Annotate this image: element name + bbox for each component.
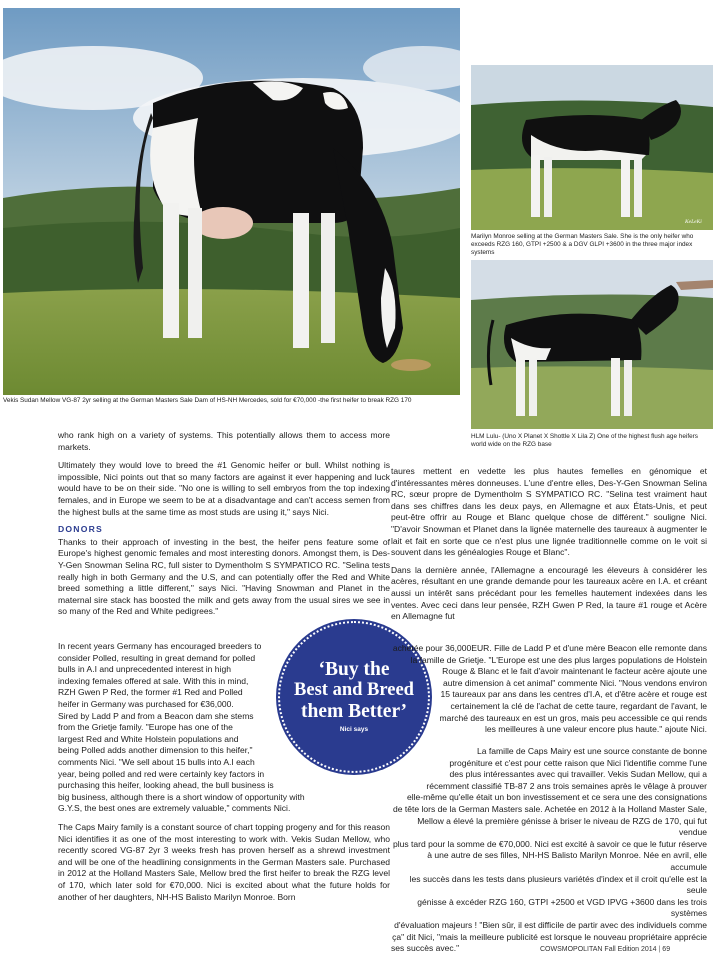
- line: largest Red and White Holstein populations and: [58, 733, 239, 744]
- line: à une autre de ses filles, NH-HS Balisto Marilyn Monroe. Née en avril, elle accumule: [427, 850, 707, 872]
- section-heading-donors: DONORS: [58, 524, 103, 535]
- line: de tête lors de la German Masters sale. Achetée en 2012 à la Holland Master Sale,: [392, 803, 707, 814]
- paragraph-donors: Thanks to their approach of investing in the best, the heifer pens feature some of Europe's highest genomic females and most interesting donors. Amongst them, is Des-Y-Gen Snowman Selina RC, full sister to Dymentholm S SYMPATICO RC. "Selina tests really high in both Germany and the U.S, and can potentially offer the Red and White breed something a little different," says Nici. "Having Snowman and Planet in the maternal sire stack has boosted the milk and gets away from the usual sires we see in so many of the Red and White pedigrees.": [58, 536, 390, 617]
- quote-line-1: ‘Buy the: [318, 659, 390, 680]
- line: achetée pour 36,000EUR. Fille de Ladd P et d'une mère Beacon elle remonte dans: [392, 643, 707, 653]
- line: d'évaluation majeurs ! "Bien sûr, il est difficile de partir avec des individuels comme: [394, 919, 707, 930]
- line: being Polled adds another dimension to this heifer,": [58, 745, 253, 756]
- line: génisse à excéder RZG 160, GTPI +2500 et VGD IPVG +3600 dans les trois systèmes: [417, 896, 707, 919]
- main-photo-caption: Vekis Sudan Mellow VG-87 2yr selling at the German Masters Sale Dam of HS-NH Mercedes, sold for €70,000 -the first heifer to break RZG 170: [3, 397, 412, 404]
- line: ça" dit Nici, "mais la meilleure publicité est lorsque le nouveau propriétaire apprécie: [392, 931, 707, 942]
- marilyn-monroe-caption: Marilyn Monroe selling at the German Masters Sale. She is the only heifer who exceeds RZG 160, GTPI +2500 & a DGV GLPI +3600 in the three major index systems: [471, 233, 694, 256]
- line: from the Grietje family. "Europe has one of the: [58, 722, 233, 733]
- line: La famille de Caps Mairy est une source constante de bonne: [477, 746, 707, 756]
- line: récemment classifié TB-87 2 ans trois semaines après le vêlage à prouver: [426, 780, 707, 791]
- line: Sired by Ladd P and from a Beacon dam she stems: [58, 710, 254, 721]
- paragraph-caps-mairy-text: The Caps Mairy family is a constant source of chart topping progeny and for this reason Nici identifies it as one of the most interesting to work with. Vekis Sudan Mellow, who recently scored VG-87 2yr 3 weeks fresh has proven herself as a shrewd investment and will be one of the headlining consignments in the German Masters sale. Purchased in 2012 at the Holland Masters Sale, Mellow bred the first heifer to break the RZG level of 170, which later sold for €70,000. Nici is excited about what the future holds for another of her daughters, NH-HS Balisto Marilyn Monroe. Born: [58, 822, 390, 902]
- article-right-column: [391, 466, 707, 623]
- line: progéniture et c'est pour cette raison que Nici l'identifie comme l'une: [449, 757, 707, 768]
- line: Rouge & Blanc et le fait d'avoir maintenant le facteur acère ajoute une: [442, 666, 707, 677]
- marilyn-monroe-photo: [471, 65, 713, 230]
- paragraph-fr-allemagne-wrap: [391, 643, 707, 736]
- line: consider Polled, resulting in great demand for polled: [58, 652, 256, 663]
- intro-paragraph: who rank high on a variety of systems. This potentially allows them to access more markets.: [58, 430, 390, 452]
- line: 15 taureaux par ans dans les centres d'I.A, et d'être acère et rouge est: [440, 689, 707, 700]
- magazine-edition: COWSMOPOLITAN Fall Edition 2014: [540, 946, 657, 953]
- line: la famille de Grietje. "L'Europe est une des plus larges populations de Holstein: [410, 654, 707, 665]
- article-left-column: [58, 430, 390, 624]
- line: year, being polled and red were certainly key factors in: [58, 768, 265, 779]
- footer-divider: |: [658, 946, 663, 953]
- paragraph-caps-mairy: [58, 822, 390, 909]
- main-cow-photo: [3, 8, 460, 395]
- line: elle-même qu'elle était un bon investissement et ce sera une des consignations: [407, 792, 707, 803]
- quote-attribution: Nici says: [339, 726, 369, 733]
- line: G.Y.S, the best ones are extremely valuable," comments Nici.: [58, 803, 291, 814]
- paragraph-fr-taures: taures mettent en vedette les plus hautes femelles en génomique et d'intéressantes mères donneuses. L'une d'entre elles, Des-Y-Gen Snowman Selina RC, sœur propre de Dymentholm S SYMPATICO RC. "Selina test vraiment haut dans ses chiffres dans les deux pays, en Allemagne et aux États-Unis, et peut peut-être offrir au Rouge et Blanc quelque chose de différent." souligne Nici. "D'avoir Snowman et Planet dans la lignée maternelle des taureaux à augmenter le lait et fait en sorte que ce n'est plus une lignée traditionnelle comme on le voit si souvent dans les généalogies Rouge et Blanc".: [391, 466, 707, 558]
- paragraph-fr-caps-mairy: [391, 746, 707, 955]
- page-footer: [540, 946, 715, 953]
- hlm-lulu-photo: [471, 260, 713, 429]
- line: marché des taureaux en est un gros, mais peu accessible ce qui rends: [439, 712, 707, 723]
- line: bulls in A.I and unprecedented interest in high: [58, 664, 231, 675]
- line: heifer in Germany was purchased for €36,000.: [58, 698, 234, 709]
- line: ses succès avec.": [391, 943, 460, 954]
- line: les succès dans les tests dans plusieurs variétés d'index et il croit qu'elle est la seule: [409, 873, 707, 896]
- hlm-lulu-caption: HLM Lulu- (Uno X Planet X Shottle X Lila Z) One of the highest flush age heifers world wide on the RZG base: [471, 433, 698, 448]
- line: Mellow a élevé la première génisse à briser le niveau de RZG de 170, qui fut vendue: [417, 815, 707, 838]
- line: purchasing this heifer, looking ahead, the bull business is: [58, 780, 274, 791]
- line: des plus intéressantes avec qui travailler. Vekis Sudan Mellow, qui a: [449, 769, 707, 780]
- line: comments Nici. "We sell about 15 bulls into A.I each: [58, 756, 255, 767]
- line: certainement la clé de l'achat de cette taure, regardant de l'avant, le: [450, 700, 707, 711]
- page-number: 69: [662, 946, 671, 953]
- line: plus tard pour la somme de €70,000. Nici est excité à savoir ce que le futur réserve: [392, 838, 707, 849]
- line: indexing females offered at sale. With this in mind,: [58, 675, 249, 686]
- photo-watermark: KeLeKi: [685, 219, 702, 225]
- line: In recent years Germany has encouraged breeders to: [58, 641, 262, 651]
- line: autre dimension à cet animal" commente Nici. "Nous vendons environ: [442, 677, 707, 688]
- paragraph-fr-allemagne-top: Dans la dernière année, l'Allemagne a encouragé les éleveurs à considérer les acères, résultant en une grande demande pour les taureaux acère en I.A. et créant aussi un intérêt sans précédant pour les femelles hautement indexées dans les ventes. Avec ceci dans leur pensée, RZH Gwen P Red, la taure #1 rouge et Acère en Allemagne fut: [391, 564, 707, 622]
- line: RZH Gwen P Red, the former #1 Red and Polled: [58, 687, 243, 698]
- paragraph-ultimately: Ultimately they would love to breed the #1 Genomic heifer or bull. Whilst nothing is impossible, Nici points out that so many factors are against it ever happening and luck would have to be on their side. "No one is willing to sell embryos from the top indexing females, and in Europe we seem to be at a disadvantage and can't access semen from the highest bulls at the same time as most studs are using it," says Nici.: [58, 460, 390, 517]
- line: big business, although there is a short window of opportunity with: [58, 791, 305, 802]
- quote-line-3: them Better’: [301, 701, 407, 722]
- quote-line-2: Best and Breed: [294, 680, 414, 700]
- line: les meilleures à une valeur encore plus haute." ajoute Nici.: [484, 724, 707, 735]
